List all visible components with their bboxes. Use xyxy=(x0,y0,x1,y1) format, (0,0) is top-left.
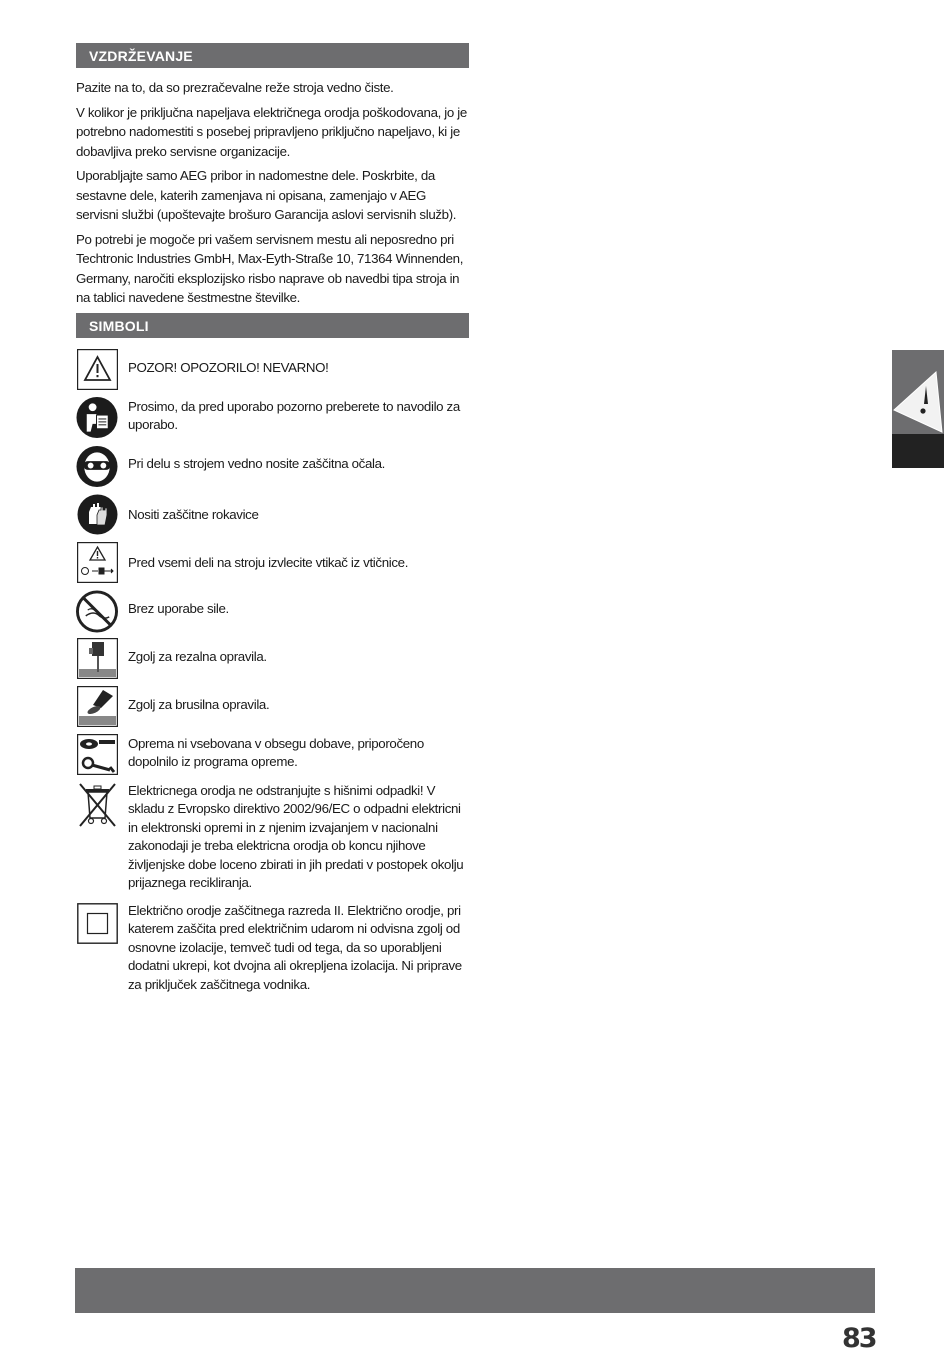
grinding-icon xyxy=(76,686,118,727)
accessories-icon xyxy=(76,734,118,775)
content-column xyxy=(76,43,469,998)
symbol-text: Zgolj za rezalna opravila. xyxy=(128,648,267,664)
symbol-row-weee xyxy=(76,782,469,900)
side-tab-marker xyxy=(892,434,944,468)
side-tab-warning-panel xyxy=(892,350,944,434)
symbol-text: Oprema ni vsebovana v obsegu dobave, priporočeno dopolnilo iz programa opreme. xyxy=(128,735,424,769)
symbol-row-manual xyxy=(76,396,469,442)
symbol-row-no-force xyxy=(76,590,469,634)
symbol-row-unplug xyxy=(76,542,469,586)
symbol-text: Elektricnega orodja ne odstranjujte s hišnimi odpadki! V skladu z Evropsko direktivo 2002/96/EC o odpadni elektricni in elektronski opremi in z njenim izvajanjem v nacionalni zakonodaji je treba elektricna orodja ob koncu njihove življenjske dobe loceno zbirati in jih predati v postopek okolju prijaznega recikliranja. xyxy=(128,782,464,890)
symbol-text: Električno orodje zaščitnega razreda II. Električno orodje, pri katerem zaščita pred električnim udarom ni odvisna zgolj od osnovne izolacije, temveč tudi od tega, da so uporabljeni dodatni ukrepi, kot dvojna ali okrepljena izolacija. Ni priprave za priključek zaščitnega vodnika. xyxy=(128,902,462,992)
symbol-text: Nositi zaščitne rokavice xyxy=(128,506,259,522)
cutting-icon xyxy=(76,638,118,679)
symbol-text: Zgolj za brusilna opravila. xyxy=(128,696,270,712)
side-warning-tab xyxy=(892,350,944,468)
symbol-row-class-ii xyxy=(76,902,469,998)
gloves-icon xyxy=(76,494,118,535)
symbol-row-warning xyxy=(76,349,469,393)
class-ii-insulation-icon xyxy=(76,902,118,944)
symbol-row-gloves xyxy=(76,494,469,539)
page-number: 83 xyxy=(842,1323,876,1354)
symbols-list xyxy=(76,349,469,998)
footer-bar xyxy=(75,1268,875,1313)
warning-triangle-icon xyxy=(892,350,944,434)
maintenance-paragraph: V kolikor je priključna napeljava električnega orodja poškodovana, jo je potrebno nadomestiti s posebej pripravljeno priključno napeljavo, ki je dobavljiva preko servisne organizacije. xyxy=(76,104,467,159)
symbol-text: Prosimo, da pred uporabo pozorno preberete to navodilo za uporabo. xyxy=(128,398,460,432)
symbol-row-accessories xyxy=(76,734,469,778)
no-force-icon xyxy=(76,590,118,633)
warning-triangle-icon xyxy=(76,349,118,390)
maintenance-section xyxy=(76,78,469,308)
maintenance-paragraph: Pazite na to, da so prezračevalne reže stroja vedno čiste. xyxy=(76,80,394,95)
symbol-text: Pred vsemi deli na stroju izvlecite vtikač iz vtičnice. xyxy=(128,554,409,570)
maintenance-header: VZDRŽEVANJE xyxy=(76,43,469,68)
safety-goggles-icon xyxy=(76,445,118,488)
symbol-text: POZOR! OPOZORILO! NEVARNO! xyxy=(128,359,329,375)
symbol-text: Brez uporabe sile. xyxy=(128,600,229,616)
maintenance-paragraph: Po potrebi je mogoče pri vašem servisnem mestu ali neposredno pri Techtronic Industries GmbH, Max-Eyth-Straße 10, 71364 Winnenden, Germany, naročiti eksplozijsko risbo naprave ob navedbi tipa stroja in na tablici navedene šestmestne številke. xyxy=(76,231,464,305)
weee-bin-icon xyxy=(76,782,118,828)
read-manual-icon xyxy=(76,396,118,439)
symbol-row-goggles xyxy=(76,445,469,491)
symbols-header: SIMBOLI xyxy=(76,313,469,338)
unplug-icon xyxy=(76,542,118,583)
maintenance-paragraph: Uporabljajte samo AEG pribor in nadomestne dele. Poskrbite, da sestavne dele, katerih zamenjava ni opisana, zamenjajo v AEG servisni službi (upoštevajte brošuro Garancija aslovi servisnih služb). xyxy=(76,168,457,222)
symbol-row-grinding xyxy=(76,686,469,730)
symbol-row-cutting xyxy=(76,638,469,682)
symbol-text: Pri delu s strojem vedno nosite zaščitna očala. xyxy=(128,455,386,471)
